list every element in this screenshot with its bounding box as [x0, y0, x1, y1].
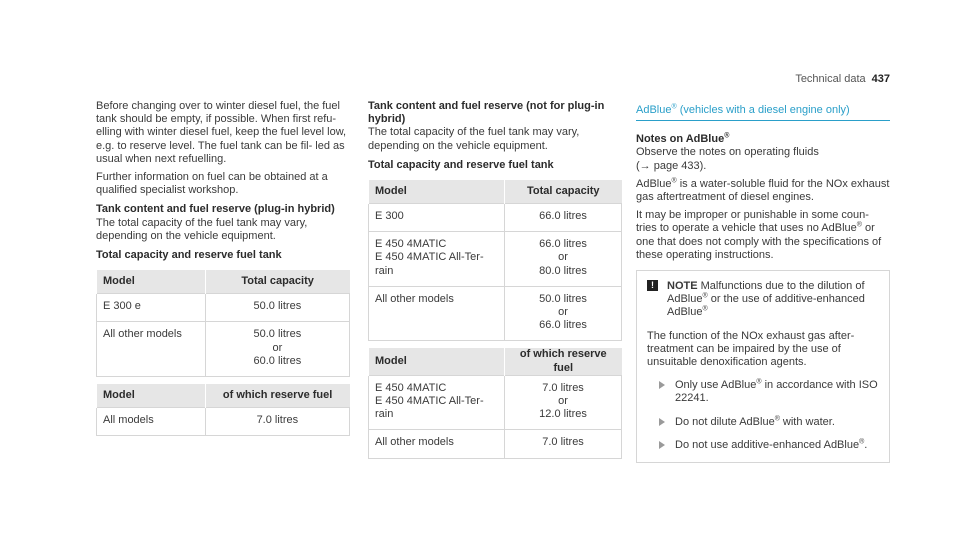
notes-text: Observe the notes on operating fluids — [636, 146, 819, 159]
section-heading-not-plug-in: Tank content and fuel reserve (not for plug-in hybrid) — [368, 100, 605, 126]
column-right — [636, 100, 890, 463]
cell-capacity — [505, 286, 622, 341]
capacity-note: The total capacity of the fuel tank may vary, depending on the vehicle equipment. — [96, 216, 308, 242]
table-row — [369, 430, 622, 458]
cell-model: E 300 e — [97, 294, 206, 322]
column-left — [96, 100, 350, 436]
text: Do not dilute AdBlue — [675, 415, 775, 428]
further-info-paragraph: Further information on fuel can be obtained at a qualified specialist workshop. — [96, 171, 328, 197]
note-box — [636, 270, 890, 463]
registered-mark: ® — [671, 177, 677, 185]
capacity-value: 60.0 litres — [253, 354, 302, 367]
table-row — [369, 375, 622, 430]
list-item — [647, 379, 879, 405]
table-header-capacity: Total capacity — [205, 270, 349, 294]
table-header-model: Model — [97, 270, 206, 294]
list-item — [647, 416, 879, 429]
section-title: Technical data — [795, 73, 866, 85]
table-row — [97, 408, 350, 436]
table-header-reserve: of which reserve fuel — [505, 348, 622, 375]
reserve-value: 12.0 litres — [539, 408, 587, 421]
cell-capacity — [205, 322, 349, 377]
registered-mark: ® — [671, 103, 677, 111]
text: is a water-soluble fluid for the NOx exhaust gas aftertreatment of diesel engines. — [636, 177, 890, 204]
winter-diesel-paragraph: Before changing over to winter diesel fuel, the fuel tank should be empty, if possible. When first refu- elling with winter diesel fuel, keep the fuel level low, e.g. to reserve level. The fuel tank can be fil- led as usual when next refuelling. — [96, 100, 347, 165]
text: or one that does not comply with the specifications of these operating instructions. — [636, 222, 882, 261]
cell-capacity: 50.0 litres — [205, 294, 349, 322]
title-text: (vehicles with a diesel engine only) — [676, 104, 850, 116]
cell-reserve — [505, 375, 622, 430]
notes-paragraph — [636, 146, 890, 172]
legal-paragraph — [636, 209, 890, 262]
capacity-table-standard — [368, 180, 622, 459]
text: in accordance with ISO 22241. — [675, 379, 878, 405]
table-row — [97, 322, 350, 377]
table-row — [97, 294, 350, 322]
cell-model: E 300 — [369, 204, 505, 232]
text: Only use AdBlue — [675, 379, 757, 392]
adblue-section-title — [636, 104, 890, 121]
cell-model — [369, 375, 505, 430]
or-label: or — [272, 341, 283, 354]
column-middle — [368, 100, 622, 459]
note-title — [667, 280, 879, 320]
adblue-description — [636, 178, 890, 204]
cell-model: All other models — [369, 430, 505, 458]
note-body: The function of the NOx exhaust gas after- treatment can be impaired by the use of unsuitable denoxification agents. — [647, 329, 855, 369]
model-name: E 450 4MATIC — [375, 238, 447, 251]
capacity-value: 66.0 litres — [539, 238, 587, 251]
bullet-arrow-icon — [659, 418, 665, 426]
registered-mark: ® — [702, 305, 708, 313]
registered-mark: ® — [702, 292, 708, 300]
note-header — [647, 280, 879, 320]
text: It may be improper or punishable in some coun- tries to operate a vehicle that uses no AdBlue — [636, 209, 869, 235]
table-header-model: Model — [369, 180, 505, 204]
capacity-table-plug-in — [96, 270, 350, 436]
cell-model: All other models — [97, 322, 206, 377]
table-row — [369, 232, 622, 287]
section-heading-plug-in: Tank content and fuel reserve (plug-in hybrid) — [96, 203, 335, 216]
text: Do not use additive-enhanced AdBlue — [675, 438, 860, 451]
text: AdBlue — [636, 177, 672, 190]
registered-mark: ® — [724, 132, 730, 140]
cell-capacity: 66.0 litres — [505, 204, 622, 232]
bullet-arrow-icon — [659, 381, 665, 389]
bullet-arrow-icon — [659, 441, 665, 449]
registered-mark: ® — [856, 221, 862, 229]
cell-reserve: 7.0 litres — [205, 408, 349, 436]
table-row — [369, 204, 622, 232]
table-header-capacity: Total capacity — [505, 180, 622, 204]
model-name: E 450 4MATIC All-Ter- rain — [375, 395, 484, 421]
capacity-value: 50.0 litres — [539, 292, 587, 305]
capacity-note: The total capacity of the fuel tank may vary, depending on the vehicle equipment. — [368, 126, 580, 152]
list-item — [647, 439, 879, 452]
heading-text: Notes on AdBlue — [636, 133, 725, 146]
cell-reserve: 7.0 litres — [505, 430, 622, 458]
notes-heading — [636, 133, 890, 146]
model-name: E 450 4MATIC All-Ter- rain — [375, 251, 484, 277]
page-number: 437 — [871, 73, 890, 85]
text: . — [864, 438, 868, 451]
registered-mark: ® — [756, 378, 762, 386]
cell-capacity — [505, 232, 622, 287]
or-label: or — [558, 306, 568, 319]
table-header-model: Model — [369, 348, 505, 375]
cell-model — [369, 232, 505, 287]
warning-icon: ! — [647, 280, 658, 291]
text: with water. — [779, 415, 835, 428]
table-heading: Total capacity and reserve fuel tank — [368, 158, 554, 171]
or-label: or — [558, 251, 568, 264]
table-heading: Total capacity and reserve fuel tank — [96, 249, 282, 262]
text: or the use of additive-enhanced AdBlue — [667, 293, 865, 319]
registered-mark: ® — [774, 415, 780, 422]
table-row — [369, 286, 622, 341]
capacity-value: 50.0 litres — [253, 328, 302, 341]
cell-model: All models — [97, 408, 206, 436]
table-header-model: Model — [97, 384, 206, 408]
reserve-value: 7.0 litres — [542, 381, 584, 394]
text: Malfunctions due to the dilution of AdBlue — [667, 280, 865, 306]
page-reference-link[interactable]: (→ page 433). — [636, 159, 707, 172]
note-label: NOTE — [667, 280, 698, 293]
cell-model: All other models — [369, 286, 505, 341]
model-name: E 450 4MATIC — [375, 381, 447, 394]
title-text: AdBlue — [636, 104, 672, 116]
registered-mark: ® — [859, 438, 865, 446]
table-header-reserve: of which reserve fuel — [205, 384, 349, 408]
page-header — [795, 73, 890, 85]
or-label: or — [558, 395, 568, 408]
capacity-value: 66.0 litres — [539, 319, 587, 332]
capacity-value: 80.0 litres — [539, 264, 587, 277]
